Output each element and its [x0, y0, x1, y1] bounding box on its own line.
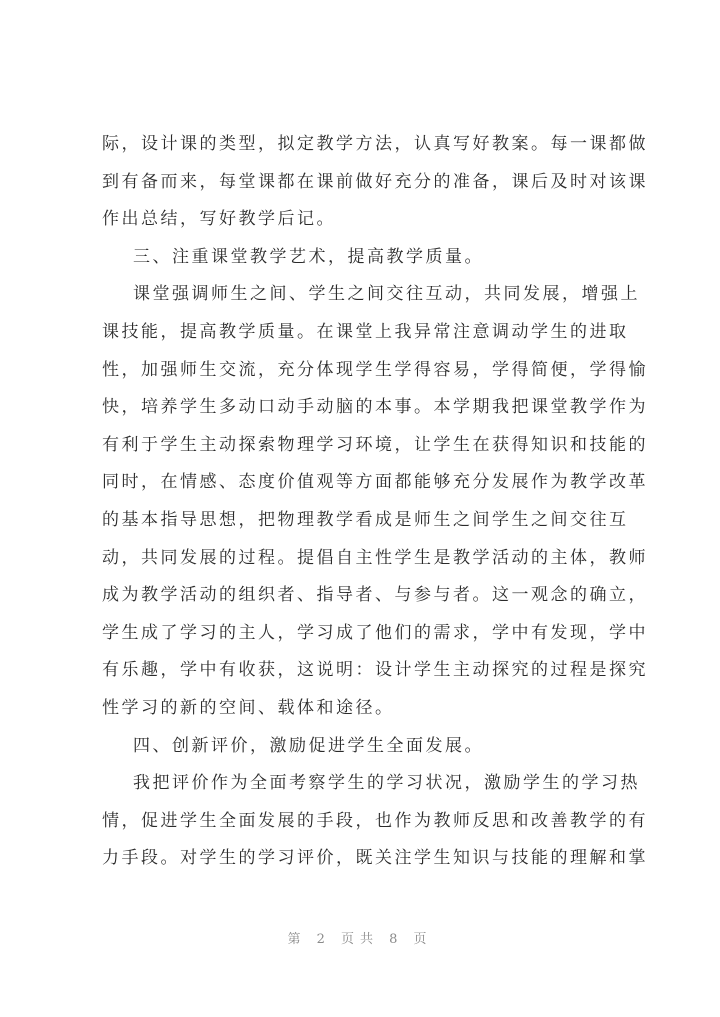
text-line: 课技能，提高教学质量。在课堂上我异常注意调动学生的进取 — [102, 321, 629, 342]
text-line: 际，设计课的类型，拟定教学方法，认真写好教案。每一课都做 — [102, 134, 648, 154]
text-line: 我把评价作为全面考察学生的学习状况，激励学生的学习热 — [133, 773, 640, 794]
text-line: 性，加强师生交流，充分体现学生学得容易，学得简便，学得愉 — [102, 359, 648, 380]
text-line: 作出总结，写好教学后记。 — [102, 209, 336, 230]
text-line: 快，培养学生多动口动手动脑的本事。本学期我把课堂教学作为 — [102, 397, 648, 418]
text-line: 学生成了学习的主人，学习成了他们的需求，学中有发现，学中 — [102, 622, 648, 643]
text-line: 四、创新评价，激励促进学生全面发展。 — [133, 735, 484, 756]
text-line: 动，共同发展的过程。提倡自主性学生是教学活动的主体，教师 — [102, 547, 648, 568]
text-line: 性学习的新的空间、载体和途径。 — [102, 697, 395, 718]
text-line: 三、注重课堂教学艺术，提高教学质量。 — [133, 246, 484, 267]
text-line: 情，促进学生全面发展的手段，也作为教师反思和改善教学的有 — [102, 810, 648, 831]
text-line: 到有备而来，每堂课都在课前做好充分的准备，课后及时对该课 — [102, 171, 648, 192]
text-line: 成为教学活动的组织者、指导者、与参与者。这一观念的确立， — [102, 585, 648, 606]
page-number-footer: 第 2 页共 8 页 — [287, 932, 433, 947]
document-body — [102, 126, 682, 878]
text-line: 同时，在情感、态度价值观等方面都能够充分发展作为教学改革 — [102, 472, 648, 493]
text-line: 有利于学生主动探索物理学习环境，让学生在获得知识和技能的 — [102, 434, 648, 455]
text-line: 力手段。对学生的学习评价，既关注学生知识与技能的理解和掌 — [102, 848, 648, 869]
text-line: 的基本指导思想，把物理教学看成是师生之间学生之间交往互 — [102, 509, 629, 530]
text-line: 有乐趣，学中有收获，这说明：设计学生主动探究的过程是探究 — [102, 660, 648, 681]
text-line: 课堂强调师生之间、学生之间交往互动，共同发展，增强上 — [133, 284, 640, 305]
